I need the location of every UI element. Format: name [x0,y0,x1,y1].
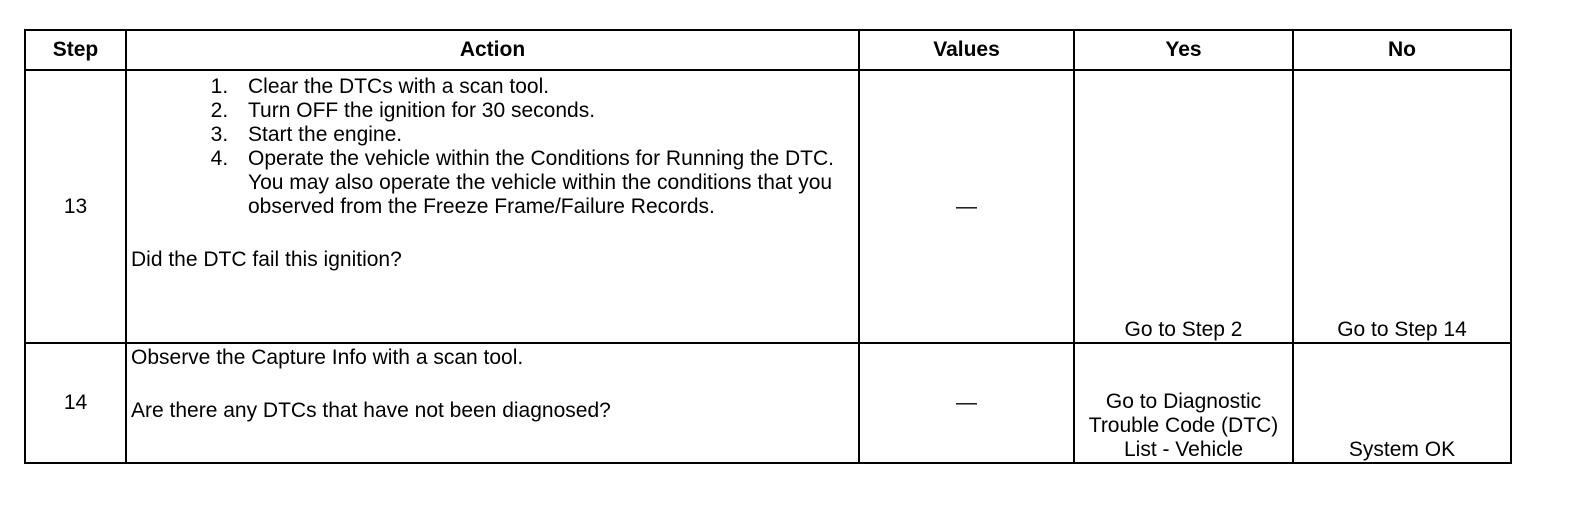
step-number: 13 [25,70,126,343]
yes-cell: Go to Step 2 [1074,70,1293,343]
values-cell: — [859,343,1074,463]
action-cell [126,70,859,343]
header-action: Action [126,30,859,70]
header-step: Step [25,30,126,70]
yes-cell: Go to Diagnostic Trouble Code (DTC) List - Vehicle [1074,343,1293,463]
action-question: Are there any DTCs that have not been diagnosed? [131,399,611,422]
header-no: No [1293,30,1511,70]
values-cell: — [859,70,1074,343]
action-step: 1. Clear the DTCs with a scan tool. [234,75,854,99]
table-row [25,343,1511,463]
step-number: 14 [25,343,126,463]
action-steps-list [131,75,854,219]
diagnostic-table [24,29,1512,464]
action-step: 2. Turn OFF the ignition for 30 seconds. [234,99,854,123]
no-cell: Go to Step 14 [1293,70,1511,343]
no-cell: System OK [1293,343,1511,463]
header-yes: Yes [1074,30,1293,70]
header-row [25,30,1511,70]
action-step: 4. Operate the vehicle within the Conditions for Running the DTC. You may also operate the vehicle within the conditions that you observed from the Freeze Frame/Failure Records. [234,147,854,219]
header-values: Values [859,30,1074,70]
table-row [25,70,1511,343]
action-question: Did the DTC fail this ignition? [131,248,402,271]
action-instruction: Observe the Capture Info with a scan tool. [131,346,524,369]
action-cell [126,343,859,463]
action-step: 3. Start the engine. [234,123,854,147]
